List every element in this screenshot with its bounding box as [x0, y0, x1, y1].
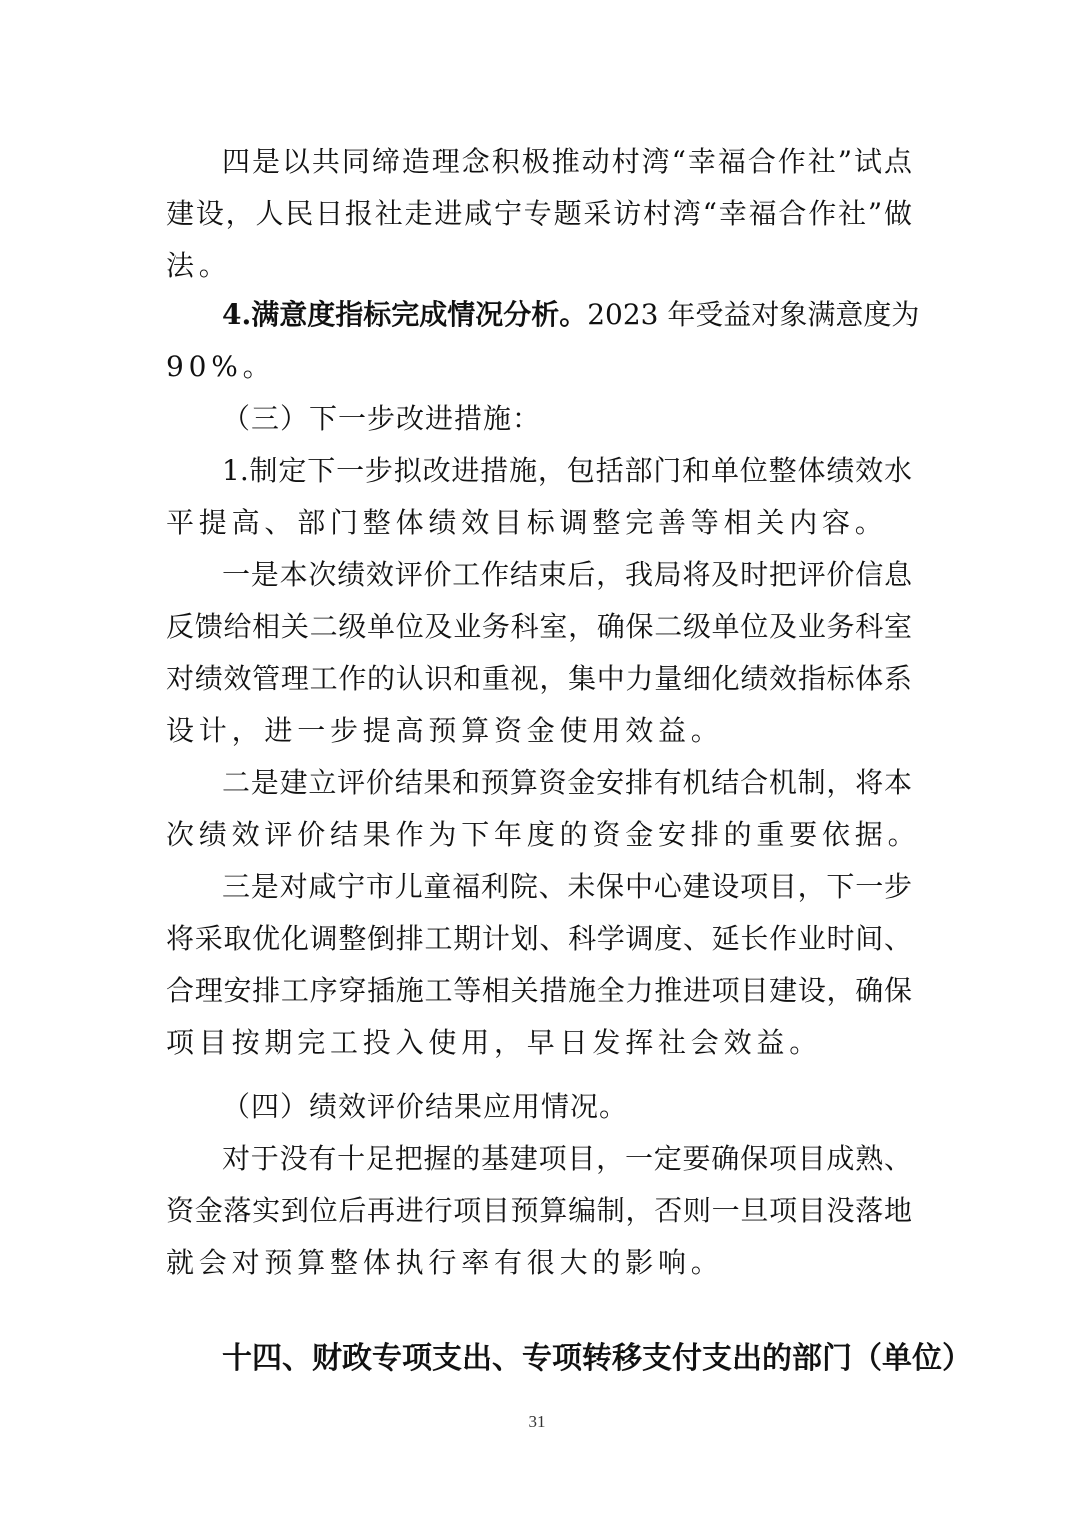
subheading-results-application: （四）绩效评价结果应用情况。 [222, 1090, 629, 1123]
p3-line-2: 平提高、部门整体绩效目标调整完善等相关内容。 [166, 506, 888, 539]
p4-line-3: 对绩效管理工作的认识和重视，集中力量细化绩效指标体系 [166, 662, 912, 695]
p7-line-2: 资金落实到位后再进行项目预算编制，否则一旦项目没落地 [166, 1194, 912, 1227]
p6-line-3: 合理安排工序穿插施工等相关措施全力推进项目建设，确保 [166, 974, 912, 1007]
satisfaction-heading: 4.满意度指标完成情况分析。 [222, 298, 588, 331]
p4-line-1: 一是本次绩效评价工作结束后，我局将及时把评价信息 [222, 558, 912, 591]
p5-line-1: 二是建立评价结果和预算资金安排有机结合机制，将本 [222, 766, 912, 799]
p7-line-1: 对于没有十足把握的基建项目，一定要确保项目成熟、 [222, 1142, 912, 1175]
p4-line-2: 反馈给相关二级单位及业务科室，确保二级单位及业务科室 [166, 610, 912, 643]
p6-line-4: 项目按期完工投入使用，早日发挥社会效益。 [166, 1026, 823, 1059]
page-number: 31 [528, 1412, 546, 1431]
p1-line-1: 四是以共同缔造理念积极推动村湾“幸福合作社”试点 [222, 145, 912, 178]
p7-line-3: 就会对预算整体执行率有很大的影响。 [166, 1246, 724, 1279]
p6-line-1: 三是对咸宁市儿童福利院、未保中心建设项目，下一步 [222, 870, 912, 903]
p5-line-2: 次绩效评价结果作为下年度的资金安排的重要依据。 [166, 818, 921, 851]
p4-line-4: 设计，进一步提高预算资金使用效益。 [166, 714, 724, 747]
p2-line-2: 90%。 [166, 350, 276, 383]
p1-line-3: 法。 [166, 249, 232, 282]
p6-line-2: 将采取优化调整倒排工期计划、科学调度、延长作业时间、 [166, 922, 912, 955]
p2-line-1 [222, 295, 920, 335]
p3-line-1: 1.制定下一步拟改进措施，包括部门和单位整体绩效水 [222, 454, 912, 487]
section-title: 十四、财政专项支出、专项转移支付支出的部门（单位） [222, 1341, 972, 1376]
satisfaction-text: 2023 年受益对象满意度为 [587, 298, 920, 331]
subheading-improvement: （三）下一步改进措施： [222, 402, 542, 435]
p1-line-2: 建设，人民日报社走进咸宁专题采访村湾“幸福合作社”做 [166, 197, 912, 230]
